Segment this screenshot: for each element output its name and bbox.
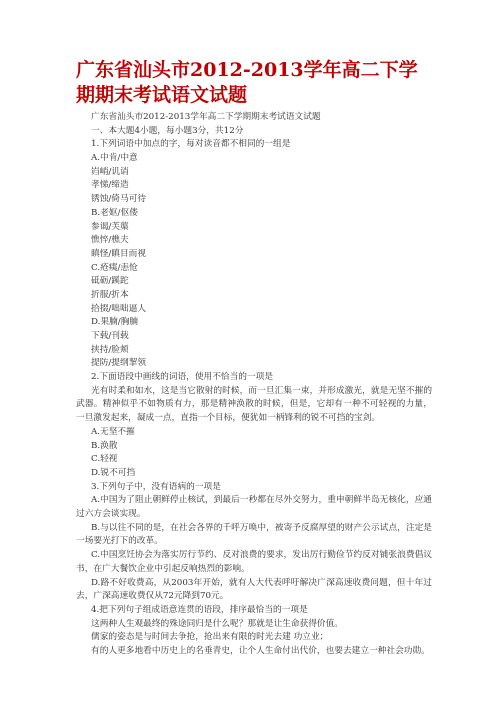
text-line: B.老妪/伛偻 [91, 207, 138, 218]
text-line: 挟持/脸颊 [91, 344, 129, 355]
text-line: B.与以往不同的是，在社会各界的千呼万唤中，被寄予反腐厚望的财产公示试点，注定是一场要光打下的改革。 [76, 522, 432, 547]
text-line: 1.下列词语中加点的字，每对读音都不相同的一组是 [91, 139, 291, 150]
text-line: 4.把下列句子组成语意连贯的语段，排序最恰当的一项是 [91, 604, 308, 615]
text-line: 儒家的姿态是与时间去争抢，抢出来有限的时光去建 功立业； [91, 632, 329, 643]
document-title: 广东省汕头市2012-2013学年高二下学期期末考试语文试题 [76, 59, 418, 106]
text-line: 光有时柔和如水，这是当它散射的时候，而一旦汇集一束，并形成激光，就是无坚不摧的武器。精神似乎不如物质有力，那是精神涣散的时候，但是，它却有一种不可轻视的力量，一旦激发起来，凝成一点，直指一个目标，便犹如一柄锋利的锐不可挡的宝剑。 [76, 385, 432, 424]
text-line: C.中国烹饪协会为落实厉行节约、反对浪费的要求，发出厉行勤俭节约反对铺张浪费倡议书，在广大餐饮企业中引起反响热烈的影响。 [76, 550, 432, 574]
text-line: 这两种人生观最终的殊途同归是什么呢？那就是让生命获得价值。 [91, 618, 343, 629]
text-line: C.轻视 [91, 454, 118, 465]
text-line: A.中肯/中意 [91, 153, 138, 164]
text-line: 2.下面语段中画线的词语，使用不恰当的一项是 [91, 372, 274, 383]
text-line: B.涣散 [91, 440, 118, 451]
document-body [76, 111, 432, 659]
text-line: 下载/刊载 [91, 331, 129, 341]
text-line: 锈蚀/倚马可待 [91, 194, 147, 205]
text-line: 岿峭/讥诮 [91, 166, 129, 177]
text-line: 孝悌/缔造 [91, 180, 129, 191]
text-line: A.无坚不摧 [91, 426, 135, 437]
text-line: 拾掇/咄咄逼人 [91, 303, 147, 314]
text-line: 3.下列句子中，没有语病的一项是 [91, 481, 221, 492]
text-line: 瞋怪/瞋目而视 [91, 248, 147, 259]
text-line: D.路不好收费高，从2003年开始，就有人大代表呼吁解决广深高速收费问题，但十年过去，广深高速收费仅从72元降到70元。 [76, 577, 432, 602]
text-line: 广东省汕头市2012-2013学年高二下学期期末考试语文试题 [91, 112, 321, 122]
text-line: 一、本大题4小题，每小题3分，共12分 [91, 125, 244, 136]
text-line: 折服/折本 [91, 289, 129, 300]
text-line: 憔悴/樵夫 [91, 235, 129, 246]
text-line: A.中国为了阻止朝鲜停止核试，到最后一秒都在尽外交努力，重申朝鲜半岛无核化，应通过六方会谈实现。 [76, 495, 432, 519]
text-line: 参谒/芙蕖 [91, 221, 129, 232]
text-line: D.锐不可挡 [91, 467, 136, 478]
text-line: C.疮痍/恚怆 [91, 262, 138, 273]
text-line: 砥砺/蹊跎 [91, 276, 129, 287]
text-line: 提防/提纲挈领 [91, 358, 147, 369]
text-line: D.果腩/胸腩 [91, 317, 139, 328]
text-line: 有的人更多地看中历史上的名垂青史，让个人生命付出代价，也要去建立一种社会功勋。 [91, 645, 430, 656]
